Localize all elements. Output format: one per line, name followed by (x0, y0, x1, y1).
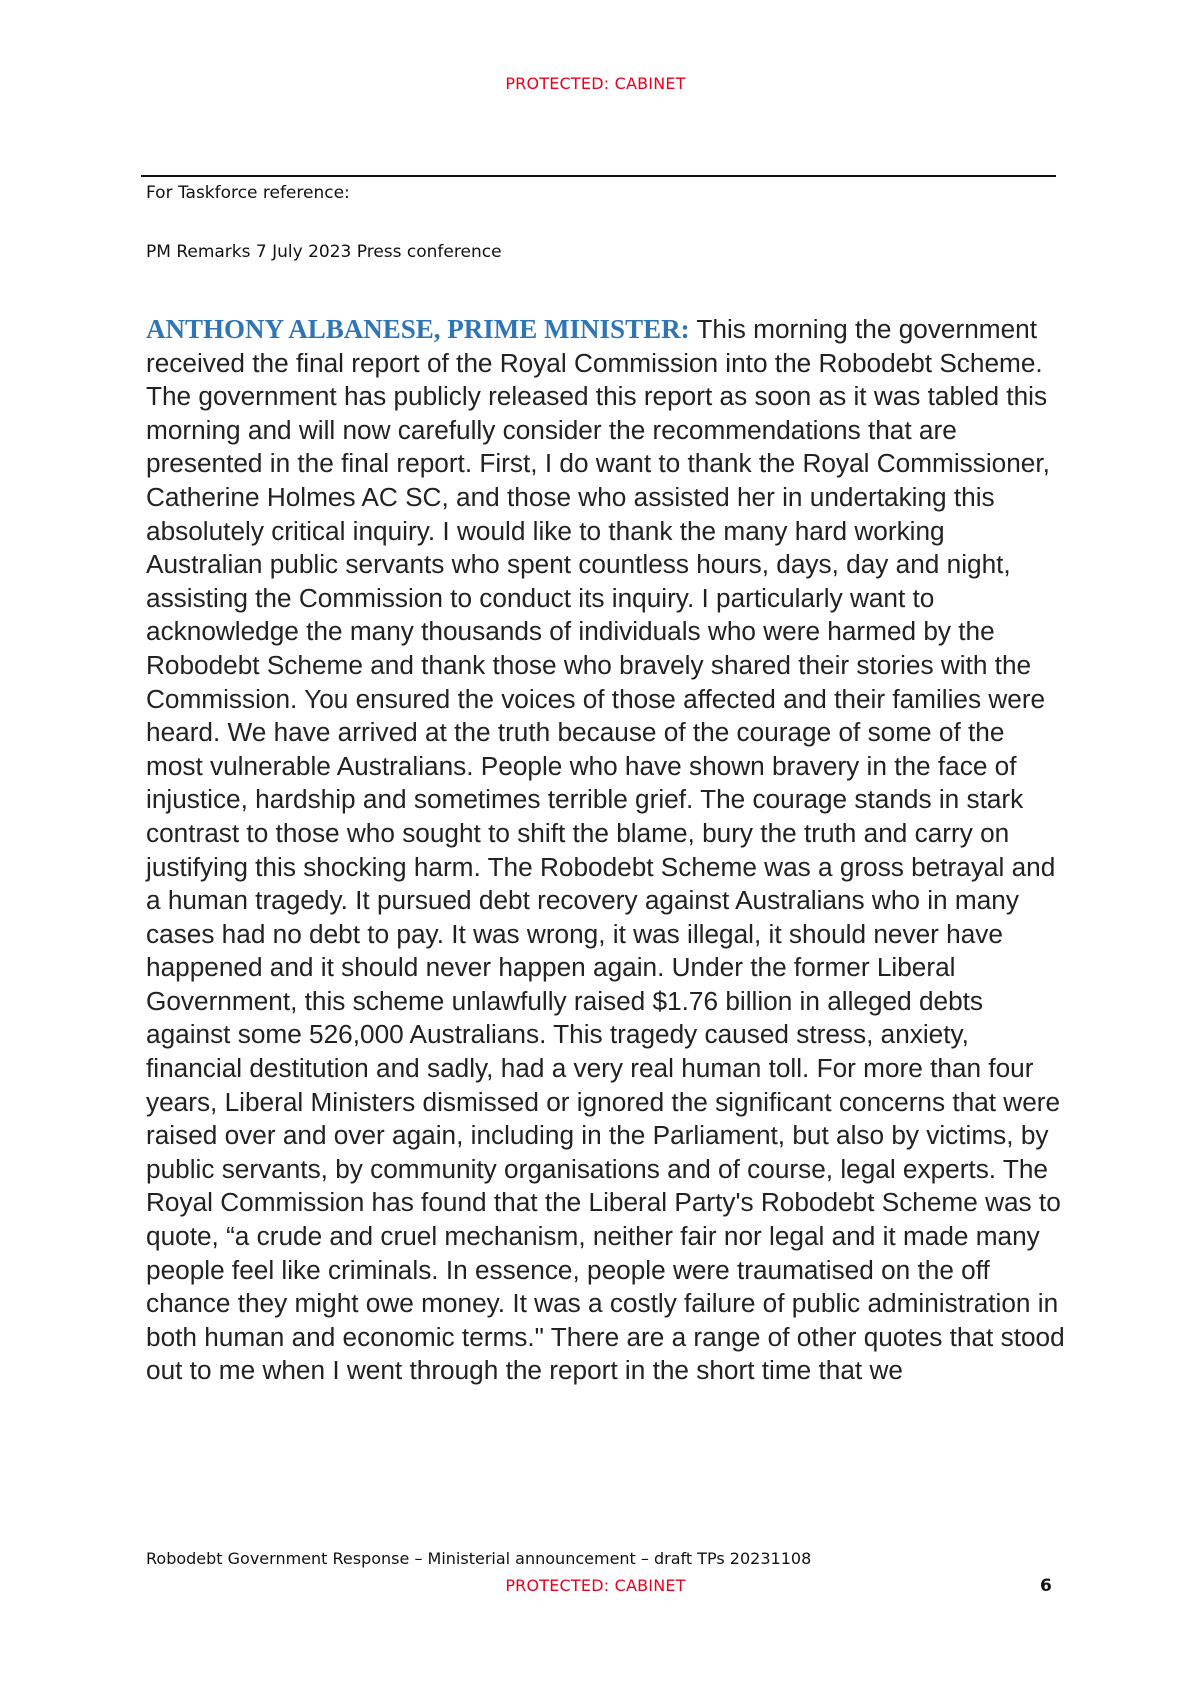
header-divider (141, 175, 1056, 177)
speaker-name: ANTHONY ALBANESE, PRIME MINISTER: (146, 314, 690, 344)
taskforce-reference-label: For Taskforce reference: (146, 183, 350, 203)
classification-marking-bottom: PROTECTED: CABINET (505, 1576, 686, 1595)
transcript-paragraph (146, 313, 1066, 1388)
footer-document-title: Robodebt Government Response – Ministerial announcement – draft TPs 20231108 (146, 1549, 812, 1568)
transcript-text: This morning the government received the final report of the Royal Commission into the Robodebt Scheme. The government has publicly released this report as soon as it was tabled this morning and will now carefully consider the recommendations that are presented in the final report. First, I do want to thank the Royal Commissioner, Catherine Holmes AC SC, and those who assisted her in undertaking this absolutely critical inquiry. I would like to thank the many hard working Australian public servants who spent countless hours, days, day and night, assisting the Commission to conduct its inquiry. I particularly want to acknowledge the many thousands of individuals who were harmed by the Robodebt Scheme and thank those who bravely shared their stories with the Commission. You ensured the voices of those affected and their families were heard. We have arrived at the truth because of the courage of some of the most vulnerable Australians. People who have shown bravery in the face of injustice, hardship and sometimes terrible grief. The courage stands in stark contrast to those who sought to shift the blame, bury the truth and carry on justifying this shocking harm. The Robodebt Scheme was a gross betrayal and a human tragedy. It pursued debt recovery against Australians who in many cases had no debt to pay. It was wrong, it was illegal, it should never have happened and it should never happen again. Under the former Liberal Government, this scheme unlawfully raised $1.76 billion in alleged debts against some 526,000 Australians. This tragedy caused stress, anxiety, financial destitution and sadly, had a very real human toll. For more than four years, Liberal Ministers dismissed or ignored the significant concerns that were raised over and over again, including in the Parliament, but also by victims, by public servants, by community organisations and of course, legal experts. The Royal Commission has found that the Liberal Party's Robodebt Scheme was to quote, “a crude and cruel mechanism, neither fair nor legal and it made many people feel like criminals. In essence, people were traumatised on the off chance they might owe money. It was a costly failure of public administration in both human and economic terms." There are a range of other quotes that stood out to me when I went through the report in the short time that we (146, 314, 1065, 1386)
remarks-title: PM Remarks 7 July 2023 Press conference (146, 242, 502, 262)
classification-marking-top: PROTECTED: CABINET (505, 74, 686, 93)
page-number: 6 (1040, 1576, 1052, 1596)
